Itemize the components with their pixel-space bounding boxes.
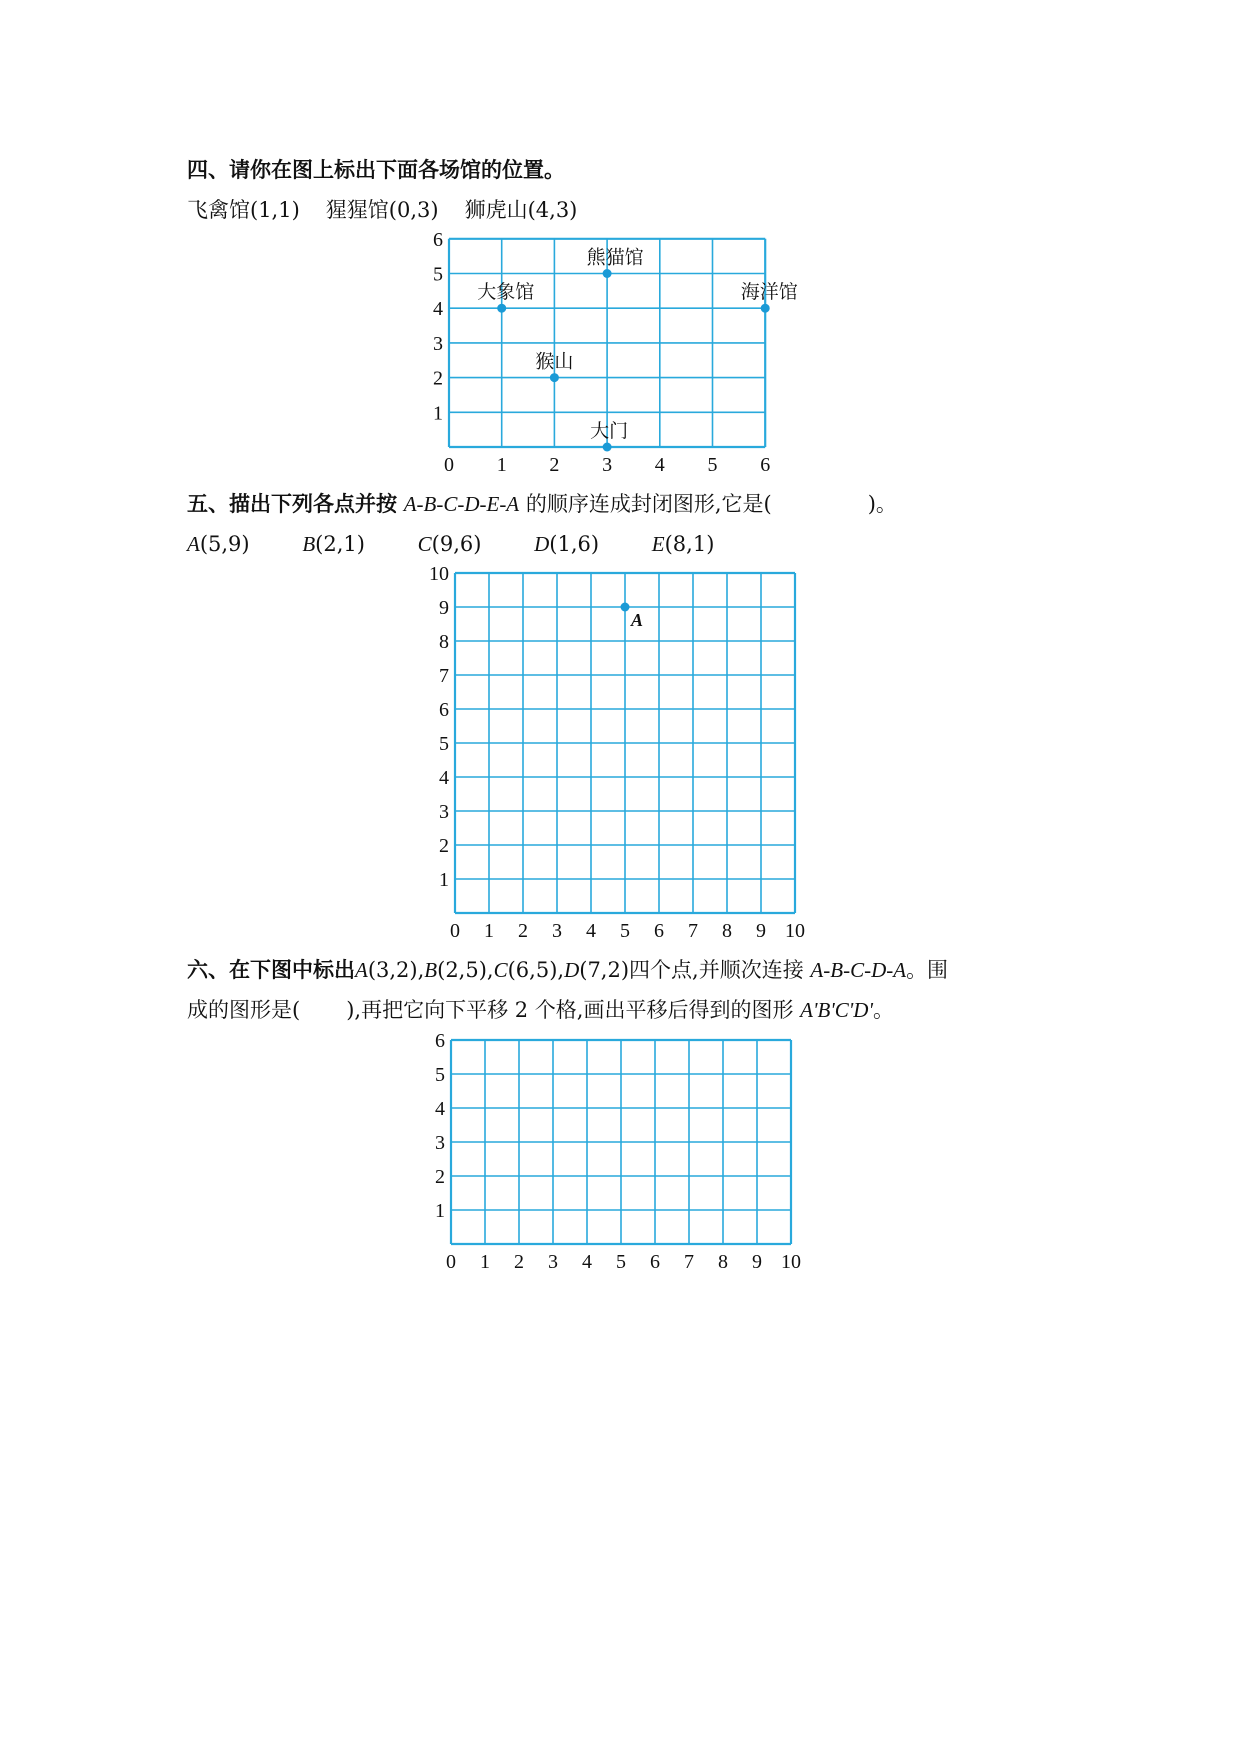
point-a-label: A [631,610,644,630]
x-tick-label: 2 [514,1251,524,1273]
y-tick-label: 1 [435,1200,445,1222]
x-tick-label: 7 [684,1251,694,1273]
q6-line2-end: 。 [872,998,894,1022]
venue-label: 猴山 [535,350,574,373]
q6-line2-a: 成的图形是( [187,998,301,1022]
y-tick-label: 6 [435,1030,445,1052]
y-tick-label: 5 [433,263,443,286]
q6-point: A(3,2), [355,958,425,982]
x-tick-label: 6 [760,454,771,476]
x-tick-label: 8 [718,1251,728,1273]
y-tick-label: 1 [433,402,443,425]
y-tick-label: 1 [439,869,449,891]
q4-item: 飞禽馆(1,1) [187,198,300,222]
q6-point: C(6,5), [493,958,565,982]
y-tick-label: 8 [439,631,449,653]
x-tick-label: 9 [752,1251,762,1273]
y-tick-label: 10 [429,563,449,585]
x-tick-label: 4 [586,920,596,942]
y-tick-label: 2 [439,835,449,857]
q5-heading-suffix: 的顺序连成封闭图形,它是( [525,492,772,516]
x-tick-label: 5 [707,454,718,476]
q6-line2-shape: A'B'C'D' [800,998,873,1022]
q5-point-item: E(8,1) [651,532,715,556]
x-tick-label: 5 [620,920,630,942]
q4-heading: 四、请你在图上标出下面各场馆的位置。 [187,158,565,182]
y-tick-label: 6 [433,228,443,251]
x-tick-label: 10 [785,920,805,942]
y-tick-label: 3 [439,801,449,823]
q6-line1-prefix: 六、在下图中标出 [187,958,355,982]
q5-heading-end: )。 [867,492,897,516]
x-tick-label: 0 [446,1251,456,1273]
venue-label: 海洋馆 [740,281,798,304]
q6-point: D(7,2) [564,958,630,982]
q6-line1-end: 。围 [906,958,949,982]
y-tick-label: 3 [435,1132,445,1154]
y-tick-label: 3 [433,332,443,355]
x-tick-label: 3 [548,1251,558,1273]
x-tick-label: 1 [484,920,494,942]
q6-line2-b: ),再把它向下平移 2 个格,画出平移后得到的图形 [346,998,794,1022]
y-tick-label: 4 [435,1098,445,1120]
y-tick-label: 2 [433,367,443,390]
x-tick-label: 4 [582,1251,592,1273]
q5-point-item: D(1,6) [534,532,600,556]
venue-label: 大门 [590,420,629,442]
x-tick-label: 6 [650,1251,660,1273]
x-tick-label: 0 [444,454,454,476]
q5-sequence: A-B-C-D-E-A [403,492,520,516]
x-tick-label: 2 [549,454,560,476]
q5-point-item: B(2,1) [302,532,365,556]
q5-point-item: C(9,6) [417,532,482,556]
x-tick-label: 1 [480,1251,490,1273]
y-tick-label: 5 [439,733,449,755]
x-tick-label: 4 [654,454,665,476]
q5-heading-prefix: 五、描出下列各点并按 [187,492,397,516]
x-tick-label: 9 [756,920,766,942]
q6-line1-mid: 四个点,并顺次连接 [629,958,804,982]
q4-item: 狮虎山(4,3) [464,198,578,222]
x-tick-label: 3 [552,920,562,942]
grid-lines [451,1040,791,1244]
q5-point-item: A(5,9) [187,532,250,556]
q4-item: 猩猩馆(0,3) [325,198,439,222]
y-tick-label: 6 [439,699,449,721]
y-tick-label: 9 [439,597,449,619]
q6-point: B(2,5), [424,958,494,982]
x-tick-label: 5 [616,1251,626,1273]
y-tick-label: 4 [433,298,443,321]
x-tick-label: 7 [688,920,698,942]
y-tick-label: 7 [439,665,449,687]
venue-label: 熊猫馆 [586,246,644,269]
y-tick-label: 4 [439,767,449,789]
x-tick-label: 10 [781,1251,801,1273]
x-tick-label: 1 [496,454,507,476]
x-tick-label: 6 [654,920,664,942]
y-tick-label: 2 [435,1166,445,1188]
x-tick-label: 0 [450,920,460,942]
q6-line1-seq: A-B-C-D-A [810,958,907,982]
y-tick-label: 5 [435,1064,445,1086]
venue-label: 大象馆 [477,281,535,304]
x-tick-label: 2 [518,920,528,942]
x-tick-label: 3 [602,454,613,476]
x-tick-label: 8 [722,920,732,942]
